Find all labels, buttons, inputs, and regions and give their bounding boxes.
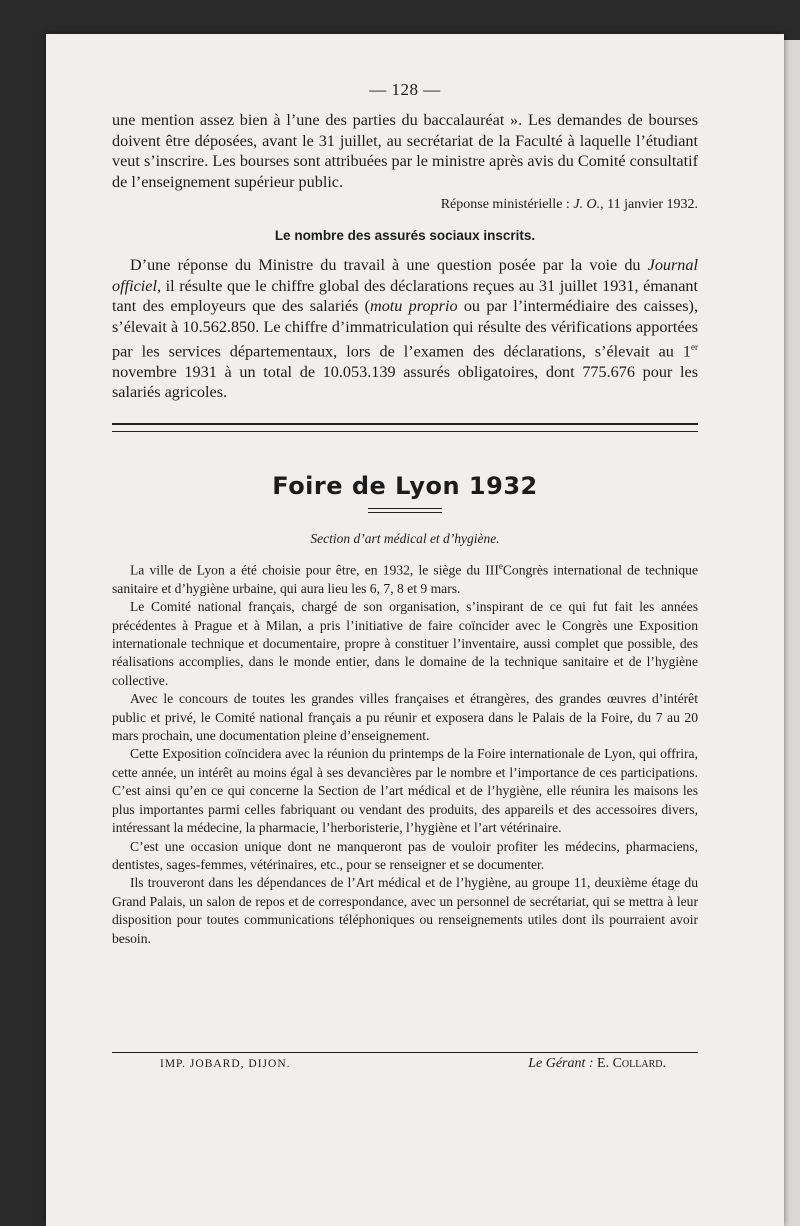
section-divider: [112, 423, 698, 432]
gerant-line: [528, 1056, 666, 1072]
foire-paragraph-4: Cette Exposition coïncidera avec la réunion du printemps de la Foire internationale de Lyon, qui offrira, cette année, un intérêt au moins égal à ses devancières par le nombre et l’importance de ces participations. C’est ainsi qu’en ce qui concerne la Section de l’art médical et de l’hygiène, elle réunira les maisons les plus importantes parmi celles fabriquant ou vendant des produits, des appareils et des accessoires divers, intéressant la médecine, la pharmacie, l’herboristerie, l’hygiène et l’art vétérinaire.: [112, 746, 698, 836]
assures-superscript: er: [691, 342, 698, 352]
foire-p1-sup: e: [498, 560, 503, 571]
attribution-source: J. O.: [573, 197, 601, 212]
foire-subsection: Section d’art médical et d’hygiène.: [310, 530, 500, 546]
foire-p1-a: La ville de Lyon a été choisie pour être, en 1932, le siège du III: [130, 562, 499, 578]
assures-paragraph: [112, 255, 698, 403]
assures-text-4: novembre 1931 à un total de 10.053.139 assurés obligatoires, dont 775.676 pour les salariés agricoles.: [112, 362, 698, 402]
page-number: — 128 —: [369, 80, 441, 99]
foire-paragraph-5: C’est une occasion unique dont ne manqueront pas de vouloir profiter les médecins, pharmaciens, dentistes, sages-femmes, vétérinaires, etc., pour se renseigner et se documenter.: [112, 838, 698, 872]
foire-paragraph-3: Avec le concours de toutes les grandes villes françaises et étrangères, des grandes œuvres d’intérêt public et privé, le Comité national français a pu réunir et exposera dans le Palais de la Foire, du 7 au 20 mars prochain, une documentation pleine d’enseignement.: [112, 691, 698, 744]
foire-paragraph-6: Ils trouveront dans les dépendances de l’Art médical et de l’hygiène, au groupe 11, deuxième étage du Grand Palais, un salon de repos et de correspondance, avec un personnel de secrétariat, qui se mettra à leur disposition pour toutes communications téléphoniques ou renseignements utiles dont ils pourraient avoir besoin.: [112, 875, 698, 946]
assures-text-3: ou par l’intermédiaire des caisses), s’élevait à 10.562.850. Le chiffre d’immatriculation qui résulte des vérifications apportées par les services départementaux, lors de l’examen des déclarations, s’élevait au 1: [112, 297, 698, 361]
assures-text-1: D’une réponse du Ministre du travail à une question posée par la voie du: [130, 256, 648, 274]
ministerial-attribution: [112, 196, 698, 214]
gerant-label: Le Gérant :: [528, 1056, 594, 1071]
foire-p1-b: Congrès international de technique sanitaire et d’hygiène urbaine, qui aura lieu les 6, 7, 8 et 9 mars.: [112, 562, 698, 596]
foire-paragraph-2: Le Comité national français, chargé de son organisation, s’inspirant de ce qui fut fait les années précédentes à Prague et à Milan, a pris l’initiative de faire coïncider avec le Congrès une Exposition internationale technique et documentaire, propre à constituer l’inventaire, aussi complet que possible, des réalisations accomplies, dans le monde entier, dans le domaine de la technique sanitaire et de l’hygiène collective.: [112, 599, 698, 688]
opening-paragraph: une mention assez bien à l’une des parties du baccalauréat ». Les demandes de bourses doivent être déposées, avant le 31 juillet, au secrétariat de la Faculté à laquelle l’étudiant veut s’inscrire. Les bourses sont attribuées par le ministre après avis du Comité consultatif de l’enseignement supérieur public.: [112, 111, 698, 191]
gerant-name: E. Collard.: [597, 1056, 666, 1071]
foire-paragraph-1: [112, 557, 698, 598]
attribution-prefix: Réponse ministérielle :: [440, 197, 574, 212]
footer-rule: [112, 1052, 698, 1053]
section-heading-assures: Le nombre des assurés sociaux inscrits.: [274, 228, 536, 243]
adjacent-page-edge: [784, 40, 800, 1226]
attribution-suffix: , 11 janvier 1932.: [600, 197, 698, 212]
assures-journal: Journal officiel: [112, 256, 698, 295]
assures-motu: motu proprio: [370, 297, 458, 315]
title-ornament: [368, 508, 442, 513]
printer-imprint: IMP. JOBARD, DIJON.: [160, 1058, 291, 1070]
assures-text-2: , il résulte que le chiffre global des déclarations reçues au 31 juillet 1931, émanant tant des employeurs que des salariés (: [112, 276, 698, 315]
page-content: [112, 80, 698, 948]
foire-title: Foire de Lyon 1932: [272, 471, 538, 500]
